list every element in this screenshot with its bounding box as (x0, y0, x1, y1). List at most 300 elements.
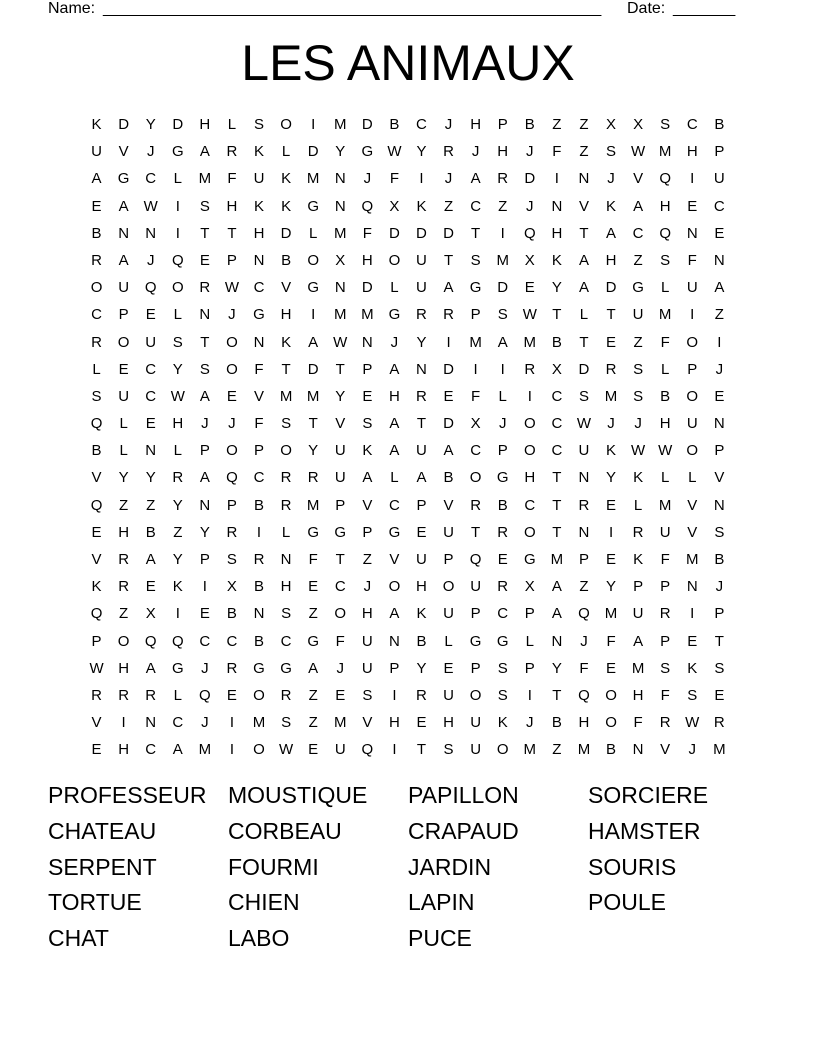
grid-letter: R (659, 605, 671, 623)
grid-letter: J (201, 415, 209, 433)
grid-letter: C (145, 387, 157, 405)
word-list-item: CHAT (48, 925, 109, 952)
grid-row (83, 736, 733, 763)
grid-letter: D (443, 415, 454, 433)
grid-letter: F (254, 360, 264, 378)
grid-letter: A (389, 360, 400, 378)
grid-letter: E (226, 686, 237, 704)
grid-letter: K (606, 442, 617, 460)
grid-letter: G (171, 143, 184, 161)
page-title: LES ANIMAUX (241, 35, 575, 91)
grid-letter: L (281, 523, 291, 541)
grid-letter: Q (199, 686, 211, 704)
grid-letter: O (523, 523, 536, 541)
grid-letter: C (470, 442, 482, 460)
grid-letter: L (688, 469, 697, 487)
grid-letter: E (524, 279, 535, 297)
grid-letter: F (254, 415, 264, 433)
grid-letter: G (361, 143, 374, 161)
grid-letter: Y (606, 578, 617, 596)
grid-letter: N (713, 251, 725, 269)
grid-letter: H (118, 523, 130, 541)
grid-letter: U (416, 551, 427, 568)
grid-row (83, 437, 733, 464)
grid-row (83, 546, 733, 573)
grid-letter: C (145, 170, 157, 188)
grid-letter: Y (199, 523, 210, 541)
grid-letter: O (605, 714, 617, 732)
grid-letter: G (334, 523, 347, 541)
grid-letter: R (280, 496, 292, 514)
word-list-item: CHIEN (228, 889, 300, 916)
grid-letter: J (146, 143, 155, 161)
grid-letter: P (199, 442, 210, 460)
grid-letter: I (690, 306, 695, 324)
grid-letter: G (307, 632, 319, 650)
grid-letter: U (416, 251, 427, 269)
grid-letter: B (714, 116, 725, 133)
grid-letter: T (281, 360, 291, 378)
grid-letter: W (170, 387, 185, 405)
grid-letter: D (497, 279, 509, 297)
grid-row (83, 492, 733, 519)
grid-letter: E (714, 224, 725, 242)
grid-letter: Y (145, 116, 156, 133)
date-blank: _______ (673, 0, 736, 17)
word-list-item: CRAPAUD (408, 817, 519, 844)
grid-letter: T (227, 224, 237, 242)
grid-row (83, 138, 733, 165)
grid-letter: Q (171, 632, 184, 650)
grid-letter: V (362, 714, 373, 732)
grid-letter: U (470, 578, 482, 596)
grid-letter: T (416, 741, 427, 759)
grid-letter: O (171, 279, 184, 297)
grid-letter: R (416, 686, 427, 704)
grid-letter: S (660, 251, 671, 269)
grid-letter: E (199, 605, 210, 623)
grid-letter: J (580, 632, 588, 650)
grid-letter: M (686, 551, 699, 568)
grid-letter: J (498, 415, 507, 433)
grid-letter: Q (469, 551, 482, 568)
grid-letter: C (551, 442, 563, 460)
grid-letter: H (280, 578, 292, 596)
grid-letter: W (658, 442, 673, 460)
grid-letter: N (145, 714, 157, 732)
grid-letter: L (661, 360, 670, 378)
grid-letter: A (308, 659, 319, 677)
grid-letter: B (416, 632, 427, 650)
grid-letter: U (334, 741, 346, 759)
grid-letter: S (226, 551, 237, 568)
grid-letter: S (633, 387, 644, 405)
grid-letter: F (471, 387, 481, 405)
grid-letter: M (198, 741, 212, 759)
grid-letter: H (605, 251, 617, 269)
grid-letter: M (361, 306, 374, 324)
grid-letter: P (199, 551, 210, 568)
grid-letter: O (469, 469, 482, 487)
grid-letter: J (146, 251, 155, 269)
grid-letter: N (334, 197, 346, 215)
grid-letter: C (253, 279, 265, 297)
grid-letter: R (307, 469, 319, 487)
grid-letter: X (145, 605, 156, 623)
grid-letter: Z (443, 197, 454, 215)
grid-letter: I (256, 523, 262, 541)
grid-letter: Q (361, 741, 374, 759)
grid-letter: Z (308, 714, 318, 732)
grid-letter: U (659, 523, 671, 541)
grid-letter: S (254, 116, 265, 133)
grid-letter: A (145, 551, 156, 568)
grid-letter: K (551, 251, 562, 269)
grid-letter: N (578, 170, 590, 188)
grid-letter: U (118, 387, 130, 405)
grid-letter: J (390, 333, 399, 351)
grid-letter: V (91, 714, 102, 732)
grid-letter: W (333, 333, 348, 351)
grid-letter: T (200, 224, 210, 242)
grid-letter: C (551, 387, 563, 405)
grid-letter: V (633, 170, 644, 188)
grid-letter: I (175, 197, 180, 215)
grid-letter: L (308, 224, 318, 242)
grid-letter: T (416, 415, 427, 433)
grid-letter: G (496, 469, 509, 487)
grid-letter: X (389, 197, 400, 215)
grid-letter: V (389, 551, 400, 568)
grid-letter: A (633, 632, 644, 650)
grid-letter: R (118, 578, 130, 596)
grid-letter: J (228, 306, 236, 324)
grid-letter: W (631, 143, 646, 161)
grid-letter: A (470, 170, 481, 188)
grid-letter: R (118, 551, 130, 568)
grid-letter: U (686, 415, 698, 433)
grid-row (83, 682, 733, 709)
grid-letter: I (446, 333, 451, 351)
grid-letter: P (389, 659, 400, 677)
grid-letter: E (91, 741, 102, 759)
grid-letter: V (443, 496, 454, 514)
grid-letter: D (578, 360, 590, 378)
grid-letter: D (605, 279, 617, 297)
grid-letter: C (713, 197, 725, 215)
grid-letter: S (714, 659, 725, 677)
grid-letter: Y (416, 333, 427, 351)
grid-letter: U (253, 170, 265, 188)
grid-letter: B (551, 714, 562, 732)
grid-letter: T (200, 333, 210, 351)
grid-letter: G (469, 279, 482, 297)
grid-letter: K (633, 551, 644, 568)
grid-letter: P (470, 659, 481, 677)
grid-letter: V (91, 469, 102, 487)
grid-letter: V (335, 415, 346, 433)
word-list-item: HAMSTER (588, 817, 701, 844)
grid-letter: I (527, 686, 532, 704)
grid-letter: U (443, 686, 454, 704)
grid-letter: P (118, 306, 129, 324)
grid-letter: N (551, 632, 563, 650)
grid-letter: P (714, 605, 725, 623)
grid-row (83, 573, 733, 600)
grid-letter: J (201, 659, 209, 677)
grid-letter: Z (119, 496, 129, 514)
grid-letter: M (252, 714, 266, 732)
grid-letter: Z (633, 251, 643, 269)
grid-letter: T (443, 251, 454, 269)
grid-letter: M (496, 251, 509, 269)
grid-letter: M (658, 306, 672, 324)
word-list-item: JARDIN (408, 853, 492, 880)
grid-letter: J (228, 415, 236, 433)
grid-letter: R (91, 333, 102, 351)
grid-letter: A (551, 605, 562, 623)
grid-letter: J (201, 714, 209, 732)
grid-letter: B (281, 251, 292, 269)
grid-letter: J (363, 170, 372, 188)
grid-row (83, 356, 733, 383)
grid-letter: U (91, 143, 102, 161)
grid-letter: F (660, 686, 670, 704)
word-list-item: SERPENT (48, 853, 157, 880)
grid-letter: Q (144, 632, 157, 650)
grid-letter: N (686, 578, 698, 596)
grid-letter: P (362, 360, 373, 378)
grid-letter: H (497, 143, 509, 161)
grid-letter: T (335, 360, 345, 378)
grid-letter: L (119, 415, 128, 433)
grid-letter: B (91, 224, 102, 242)
grid-letter: H (280, 306, 292, 324)
grid-letter: U (713, 170, 725, 188)
grid-letter: R (416, 387, 427, 405)
grid-letter: S (199, 197, 210, 215)
word-search-grid (83, 111, 733, 764)
grid-letter: W (387, 143, 402, 161)
grid-letter: Y (172, 551, 183, 568)
grid-letter: T (552, 306, 562, 324)
grid-letter: T (552, 469, 562, 487)
grid-letter: X (524, 578, 535, 596)
grid-letter: N (713, 496, 725, 514)
grid-letter: E (714, 387, 725, 405)
grid-letter: A (416, 469, 427, 487)
grid-letter: D (280, 224, 292, 242)
grid-letter: O (117, 632, 130, 650)
grid-letter: A (118, 197, 129, 215)
grid-letter: E (443, 387, 454, 405)
grid-letter: J (336, 659, 344, 677)
grid-letter: R (416, 306, 427, 324)
grid-letter: L (525, 632, 534, 650)
grid-letter: E (308, 741, 319, 759)
grid-letter: E (606, 551, 617, 568)
grid-letter: I (554, 170, 559, 188)
grid-letter: Q (659, 170, 672, 188)
grid-letter: G (171, 659, 184, 677)
grid-letter: R (91, 251, 102, 269)
grid-letter: A (578, 251, 589, 269)
word-list-item: LABO (228, 925, 290, 952)
grid-letter: P (443, 551, 454, 568)
grid-letter: S (497, 686, 508, 704)
grid-letter: C (145, 741, 157, 759)
grid-letter: P (497, 116, 508, 133)
grid-letter: P (226, 251, 237, 269)
grid-letter: Z (173, 523, 183, 541)
grid-letter: C (280, 632, 292, 650)
grid-letter: Q (578, 686, 590, 704)
grid-letter: A (714, 279, 725, 297)
grid-letter: P (660, 632, 671, 650)
grid-letter: L (173, 442, 182, 460)
grid-letter: Y (551, 659, 562, 677)
grid-letter: M (631, 659, 645, 677)
grid-letter: R (443, 143, 454, 161)
grid-letter: S (470, 251, 481, 269)
grid-letter: I (202, 578, 207, 596)
grid-letter: S (660, 659, 671, 677)
grid-letter: S (687, 686, 698, 704)
grid-letter: A (308, 333, 319, 351)
grid-letter: K (254, 197, 265, 215)
grid-letter: J (526, 197, 534, 215)
grid-letter: E (497, 551, 508, 568)
grid-row (83, 247, 733, 274)
grid-letter: A (118, 251, 129, 269)
grid-letter: U (443, 605, 454, 623)
grid-letter: Y (551, 279, 562, 297)
grid-letter: Q (171, 251, 184, 269)
grid-letter: Z (579, 578, 589, 596)
grid-letter: W (89, 659, 104, 677)
grid-letter: L (390, 469, 399, 487)
grid-letter: H (361, 251, 373, 269)
grid-letter: B (389, 116, 400, 133)
grid-letter: U (470, 741, 482, 759)
grid-letter: J (688, 741, 696, 759)
grid-letter: R (497, 170, 509, 188)
grid-letter: U (632, 605, 644, 623)
word-list (48, 778, 768, 957)
grid-letter: V (281, 279, 292, 297)
grid-letter: U (145, 333, 157, 351)
grid-letter: Q (659, 224, 672, 242)
grid-letter: C (416, 116, 427, 133)
grid-letter: F (633, 714, 643, 732)
grid-letter: C (524, 496, 536, 514)
grid-letter: E (91, 197, 102, 215)
grid-letter: T (308, 415, 318, 433)
grid-letter: N (686, 224, 698, 242)
grid-letter: K (91, 578, 102, 596)
grid-letter: P (578, 551, 589, 568)
grid-letter: R (632, 523, 644, 541)
grid-letter: R (524, 360, 536, 378)
grid-letter: S (714, 523, 725, 541)
grid-letter: M (658, 143, 672, 161)
grid-letter: H (361, 605, 373, 623)
grid-letter: S (362, 415, 373, 433)
word-list-item: LAPIN (408, 889, 475, 916)
grid-letter: J (715, 578, 724, 596)
grid-letter: E (606, 333, 617, 351)
grid-letter: O (686, 333, 699, 351)
grid-letter: F (335, 632, 345, 650)
grid-letter: D (361, 116, 373, 133)
grid-row (83, 220, 733, 247)
grid-letter: S (443, 741, 454, 759)
grid-row (83, 193, 733, 220)
grid-letter: Y (308, 442, 319, 460)
grid-letter: X (551, 360, 562, 378)
grid-letter: I (392, 686, 397, 704)
grid-letter: A (389, 442, 400, 460)
grid-letter: I (500, 224, 505, 242)
grid-letter: G (523, 551, 536, 568)
grid-letter: S (660, 116, 671, 133)
grid-letter: E (714, 686, 725, 704)
grid-letter: G (632, 279, 644, 297)
grid-letter: Z (579, 116, 589, 133)
grid-letter: M (279, 387, 293, 405)
grid-letter: E (335, 686, 346, 704)
grid-letter: I (690, 605, 695, 623)
grid-letter: J (471, 143, 480, 161)
grid-letter: N (334, 170, 346, 188)
grid-letter: Q (144, 279, 157, 297)
grid-letter: O (117, 333, 130, 351)
grid-letter: I (500, 360, 505, 378)
grid-letter: P (254, 442, 265, 460)
grid-letter: R (659, 714, 671, 732)
date-label: Date: (627, 0, 666, 17)
grid-letter: N (199, 306, 211, 324)
grid-letter: N (361, 333, 373, 351)
grid-letter: L (444, 632, 453, 650)
grid-letter: O (496, 741, 509, 759)
grid-letter: H (659, 197, 671, 215)
grid-letter: N (145, 442, 157, 460)
grid-letter: V (578, 197, 589, 215)
grid-letter: L (227, 116, 237, 133)
grid-letter: A (606, 224, 617, 242)
grid-letter: N (416, 360, 427, 378)
grid-letter: R (605, 360, 617, 378)
grid-letter: U (416, 442, 427, 460)
grid-letter: K (172, 578, 183, 596)
grid-row (83, 274, 733, 301)
grid-letter: K (362, 442, 373, 460)
grid-letter: L (281, 143, 291, 161)
grid-letter: N (253, 251, 265, 269)
grid-letter: O (388, 251, 401, 269)
grid-letter: G (307, 279, 319, 297)
grid-letter: E (91, 523, 102, 541)
grid-letter: R (470, 496, 482, 514)
grid-letter: G (117, 170, 130, 188)
grid-letter: H (524, 469, 536, 487)
grid-letter: P (91, 632, 102, 650)
grid-letter: I (311, 116, 316, 133)
grid-letter: I (311, 306, 316, 324)
grid-letter: H (388, 387, 400, 405)
grid-letter: P (714, 442, 725, 460)
